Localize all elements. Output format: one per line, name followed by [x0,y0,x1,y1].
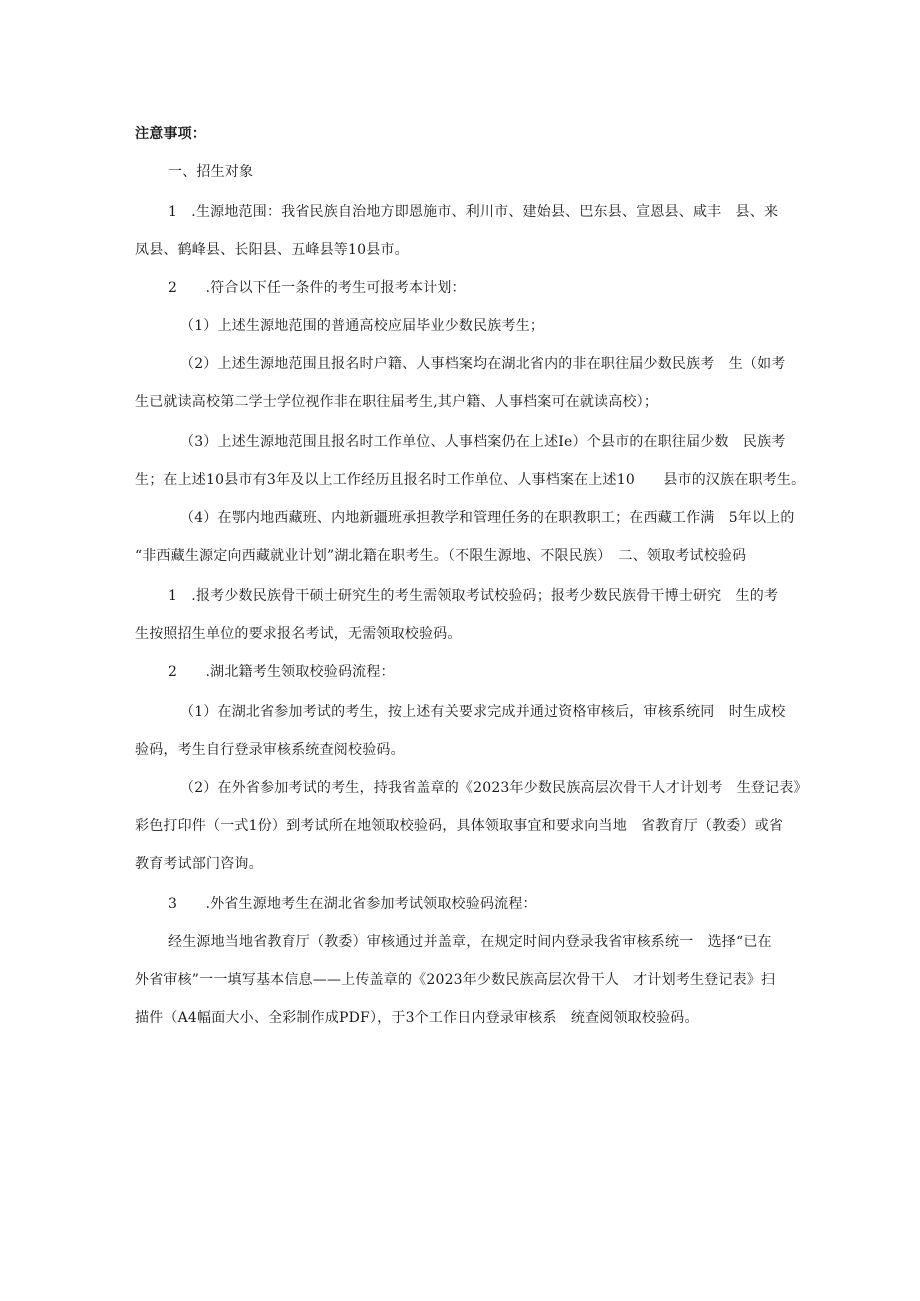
paragraph-line: 生按照招生单位的要求报名考试，无需领取校验码。 [135,626,462,642]
paragraph-line: “非西藏生源定向西藏就业计划”湖北籍在职考生。（不限生源地、不限民族） 二、领取考试校验码 [135,548,747,564]
paragraph-line: 1 .报考少数民族骨干硕士研究生的考生需领取考试校验码；报考少数民族骨干博士研究 生的考 [168,588,779,604]
paragraph-line: 2 .符合以下任一条件的考生可报考本计划： [168,280,466,296]
paragraph-line: 1 .生源地范围：我省民族自治地方即恩施市、利川市、建始县、巴东县、宣恩县、咸丰 县、来 [168,204,779,220]
paragraph-line: （4）在鄂内地西藏班、内地新疆班承担教学和管理任务的在职教职工；在西藏工作满 5年以上的 [180,510,795,526]
paragraph-line: （1）上述生源地范围的普通高校应届毕业少数民族考生； [180,318,545,334]
paragraph-line: （2）在外省参加考试的考生，持我省盖章的《2023年少数民族高层次骨干人才计划考 生登记表》 [180,780,808,796]
paragraph-line: 3 .外省生源地考生在湖北省参加考试领取校验码流程： [168,896,537,912]
paragraph-line: 教育考试部门咨询。 [135,856,263,872]
paragraph-line: （3）上述生源地范围且报名时工作单位、人事档案仍在上述Ie）个县市的在职往届少数 民族考 [180,434,786,450]
paragraph-line: 描件（A4幅面大小、全彩制作成PDF），于3个工作日内登录审核系 统查阅领取校验码。 [135,1010,699,1026]
paragraph-line: （2）上述生源地范围且报名时户籍、人事档案均在湖北省内的非在职往届少数民族考 生（如考 [180,356,786,372]
paragraph-line: 凤县、鹤峰县、长阳县、五峰县等10县市。 [135,242,409,258]
paragraph-line: 生；在上述10县市有3年及以上工作经历且报名时工作单位、人事档案在上述10 县市的汉族在职考生。 [135,472,806,488]
paragraph-line: 验码，考生自行登录审核系统查阅校验码。 [135,742,405,758]
notice-heading: 注意事项： [135,126,206,142]
section-heading-enrollment-target: 一、招生对象 [168,164,254,180]
paragraph-line: 外省审核”一一填写基本信息——上传盖章的《2023年少数民族高层次骨干人 才计划考生登记表》扫 [135,972,776,988]
paragraph-line: 2 .湖北籍考生领取校验码流程： [168,664,395,680]
paragraph-line: （1）在湖北省参加考试的考生，按上述有关要求完成并通过资格审核后，审核系统同 时生成校 [180,704,786,720]
paragraph-line: 经生源地当地省教育厅（教委）审核通过并盖章，在规定时间内登录我省审核系统一 选择“已在 [168,934,772,950]
paragraph-line: 彩色打印件（一式1份）到考试所在地领取校验码，具体领取事宜和要求向当地 省教育厅（教委）或省 [135,818,784,834]
paragraph-line: 生已就读高校第二学士学位视作非在职往届考生,其户籍、人事档案可在就读高校）； [135,394,659,410]
